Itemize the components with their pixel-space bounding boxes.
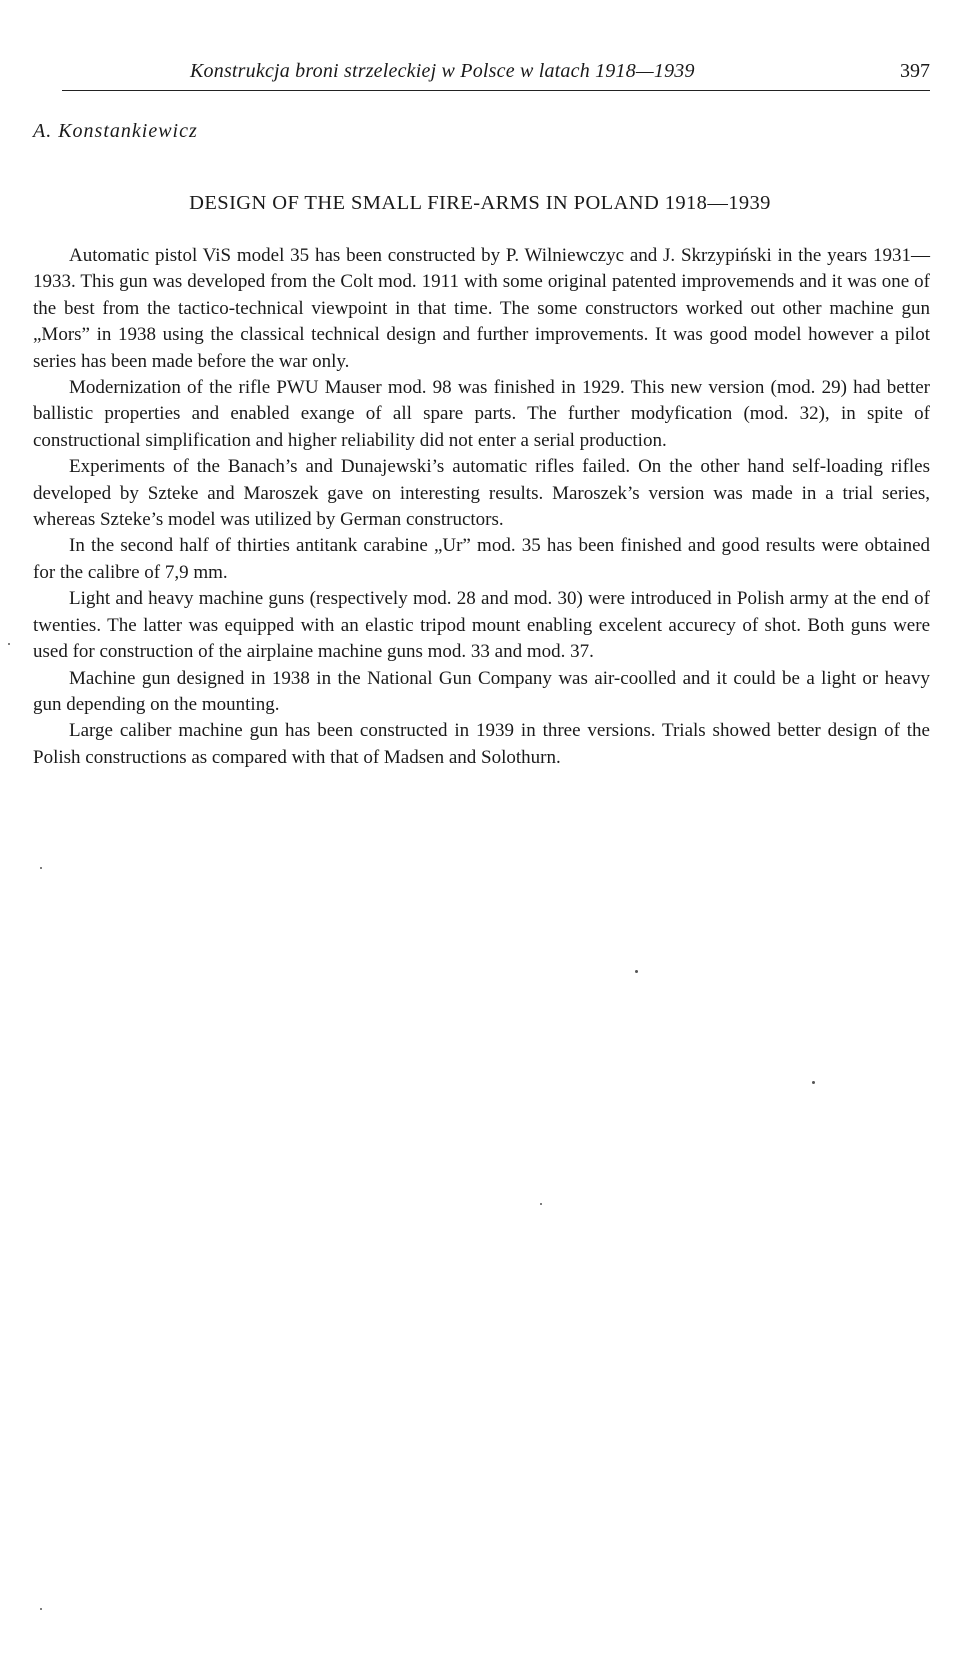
running-title: Konstrukcja broni strzeleckiej w Polsce w latach 1918—1939 (190, 60, 695, 82)
scan-speck (540, 1203, 542, 1205)
scan-speck (8, 643, 10, 645)
paragraph-2: Modernization of the rifle PWU Mauser mod. 98 was finished in 1929. This new version (mod. 29) had better ballistic properties and enabled exange of all spare parts. The further modyfication (mod. 32), in spite of constructional simplification and higher reliability did not enter a serial production. (33, 377, 930, 451)
scan-speck (40, 867, 42, 869)
running-header (62, 58, 930, 91)
paragraph-7: Large caliber machine gun has been constructed in 1939 in three versions. Trials showed better design of the Polish constructions as compared with that of Madsen and Solothurn. (33, 720, 930, 768)
scan-speck (812, 1081, 815, 1084)
paragraph-5: Light and heavy machine guns (respectively mod. 28 and mod. 30) were introduced in Polish army at the end of twenties. The latter was equipped with an elastic tripod mount enabling excelent accurecy of shot. Both guns were used for construction of the airplaine machine guns mod. 33 and mod. 37. (33, 588, 930, 663)
author-name: A. Konstankiewicz (33, 120, 198, 142)
scan-speck (40, 1608, 42, 1610)
paragraph-1: Automatic pistol ViS model 35 has been constructed by P. Wilniewczyc and J. Skrzypiński in the years 1931—1933. This gun was developed from the Colt mod. 1911 with some original patented improvemends and it was one of the best from the tactico-technical viewpoint in that time. The some constructors worked out other machine gun „Mors” in 1938 using the classical technical design and further improvements. It was good model however a pilot series has been made before the war only. (33, 245, 930, 372)
scan-speck (635, 970, 638, 973)
article-title: DESIGN OF THE SMALL FIRE-ARMS IN POLAND 1918—1939 (189, 192, 771, 214)
paragraph-4: In the second half of thirties antitank carabine „Ur” mod. 35 has been finished and good results were obtained for the calibre of 7,9 mm. (33, 535, 930, 583)
paragraph-3: Experiments of the Banach’s and Dunajewski’s automatic rifles failed. On the other hand self-loading rifles developed by Szteke and Maroszek gave on interesting results. Maroszek’s version was made in a trial series, whereas Szteke’s model was utilized by German constructors. (33, 456, 930, 531)
page-number: 397 (900, 60, 930, 82)
article-body (33, 243, 930, 771)
paragraph-6: Machine gun designed in 1938 in the National Gun Company was air-coolled and it could be a light or heavy gun depending on the mounting. (33, 667, 930, 715)
